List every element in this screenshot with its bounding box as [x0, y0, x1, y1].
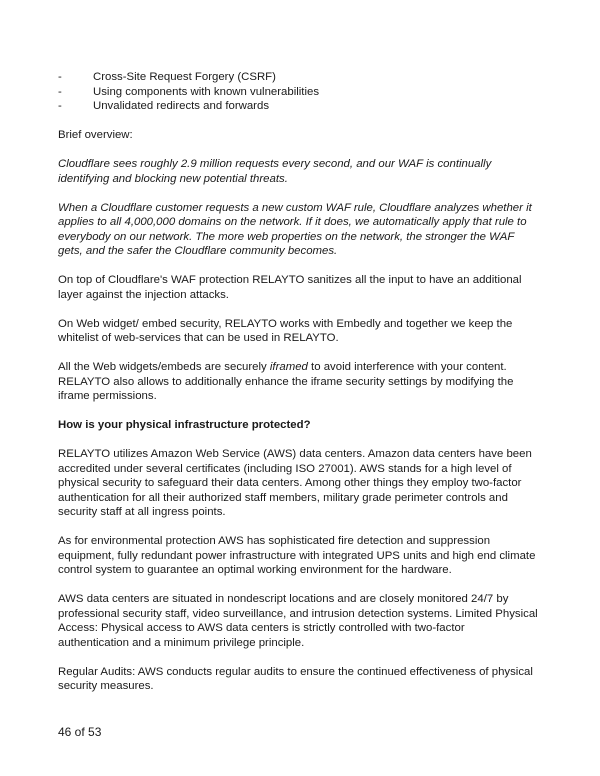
iframe-text-after: to avoid interference with your content. RELAYTO also allows to additionally enhance the iframe security settings by modifying the iframe permissions. [58, 361, 514, 402]
aws-datacenter-paragraph: RELAYTO utilizes Amazon Web Service (AWS) data centers. Amazon data centers have been accredited under several certificates (including ISO 27001). AWS stands for a high level of physical security to safeguard their data centers. Among other things they employ two-factor authentication for all their authorized staff members, military grade perimeter controls and security staff at all ingress points. [58, 448, 532, 518]
list-item-text: Cross-Site Request Forgery (CSRF) [93, 71, 276, 83]
bullet-dash: - [58, 85, 62, 98]
iframe-emphasis: iframed [269, 361, 308, 373]
relayto-waf-paragraph: On top of Cloudflare's WAF protection RELAYTO sanitizes all the input to have an additional layer against the injection attacks. [58, 274, 522, 301]
bullet-dash: - [58, 71, 62, 83]
iframe-text-before: All the Web widgets/embeds are securely [58, 361, 270, 373]
list-item-text: Using components with known vulnerabilities [93, 85, 320, 98]
list-item [58, 70, 538, 85]
monitoring-paragraph: AWS data centers are situated in nondescript locations and are closely monitored 24/7 by professional security staff, video surveillance, and intrusion detection systems. Limited Physical Access: Physical access to AWS data centers is strictly controlled with two-factor authentication and a minimum privilege principle. [58, 593, 538, 649]
cloudflare-quote-1: Cloudflare sees roughly 2.9 million requests every second, and our WAF is continually identifying and blocking new potential threats. [58, 158, 492, 185]
bullet-dash: - [58, 100, 62, 112]
physical-infrastructure-heading: How is your physical infrastructure protected? [58, 419, 311, 431]
page-number: 46 of 53 [58, 725, 102, 739]
threat-bullet-list [58, 70, 538, 114]
widget-security-paragraph: On Web widget/ embed security, RELAYTO works with Embedly and together we keep the whitelist of web-services that can be used in RELAYTO. [58, 317, 513, 344]
document-page [58, 70, 538, 694]
regular-audits-paragraph: Regular Audits: AWS conducts regular audits to ensure the continued effectiveness of physical security measures. [58, 665, 533, 692]
iframe-paragraph [58, 360, 538, 404]
cloudflare-quote-2: When a Cloudflare customer requests a new custom WAF rule, Cloudflare analyzes whether it applies to all 4,000,000 domains on the network. If it does, we automatically apply that rule to everybody on our network. The more web properties on the network, the stronger the WAF gets, and the safer the Cloudflare community becomes. [58, 201, 532, 257]
list-item-text: Unvalidated redirects and forwards [93, 100, 270, 112]
brief-overview-label: Brief overview: [58, 129, 133, 141]
environmental-protection-paragraph: As for environmental protection AWS has sophisticated fire detection and suppression equipment, fully redundant power infrastructure with integrated UPS units and high end climate control system to guarantee an optimal working environment for the hardware. [58, 535, 536, 576]
list-item [58, 85, 538, 100]
list-item [58, 99, 538, 114]
